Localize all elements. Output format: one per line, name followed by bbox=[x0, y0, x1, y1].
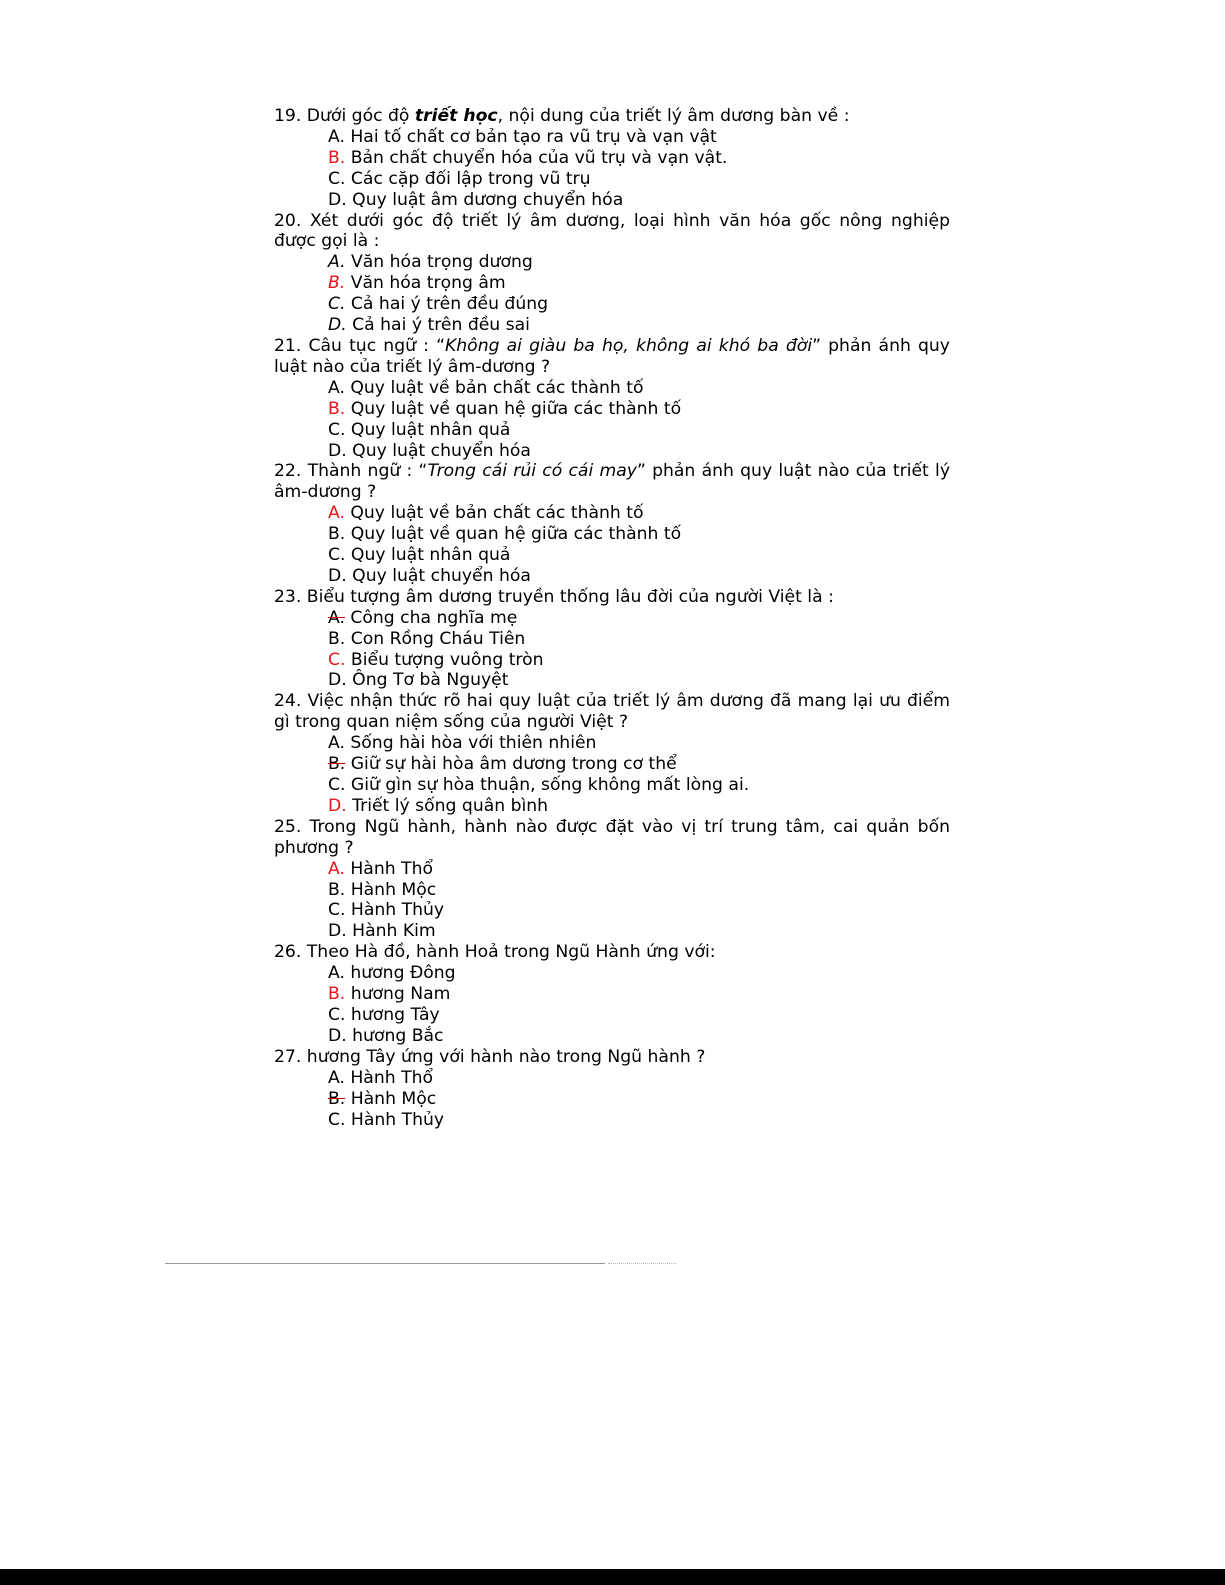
option-letter: A. bbox=[328, 963, 345, 984]
question-stem bbox=[274, 336, 950, 378]
option-a bbox=[274, 503, 950, 524]
option-text: Hành Mộc bbox=[345, 879, 437, 900]
option-c bbox=[274, 900, 950, 921]
stem-text-tail: ” phản ánh quy luật nào của triết lý âm-dương ? bbox=[274, 335, 950, 377]
option-c bbox=[274, 650, 950, 671]
option-text: Ông Tơ bà Nguyệt bbox=[346, 670, 509, 691]
page-bottom-edge bbox=[0, 1569, 1225, 1585]
option-text: hương Tây bbox=[345, 1004, 440, 1025]
option-text: hương Đông bbox=[344, 963, 456, 984]
option-c bbox=[274, 545, 950, 566]
option-a bbox=[274, 963, 950, 984]
question-23 bbox=[274, 587, 950, 692]
option-letter-answer: A. bbox=[328, 858, 345, 879]
option-text: Triết lý sống quân bình bbox=[346, 795, 549, 816]
option-text: Các cặp đối lập trong vũ trụ bbox=[345, 168, 591, 189]
option-text: Hành Thổ bbox=[344, 858, 433, 879]
question-24 bbox=[274, 691, 950, 816]
option-c bbox=[274, 1110, 950, 1131]
option-text: Quy luật nhân quả bbox=[345, 545, 511, 566]
option-text: Biểu tượng vuông tròn bbox=[345, 649, 544, 670]
option-d bbox=[274, 441, 950, 462]
option-letter: D. bbox=[328, 440, 347, 461]
option-d bbox=[274, 921, 950, 942]
question-19 bbox=[274, 106, 950, 211]
question-20 bbox=[274, 211, 950, 336]
option-c bbox=[274, 1005, 950, 1026]
stem-text: 19. Dưới góc độ bbox=[274, 106, 415, 126]
footnote-separator-tail bbox=[608, 1263, 676, 1264]
option-letter: C. bbox=[328, 1109, 346, 1130]
option-text: Quy luật về quan hệ giữa các thành tố bbox=[345, 398, 682, 419]
question-22 bbox=[274, 461, 950, 586]
option-a bbox=[274, 127, 950, 148]
option-letter: B. bbox=[328, 879, 346, 900]
question-stem bbox=[274, 587, 950, 608]
stem-text-tail: ” phản ánh quy luật nào của triết lý âm-dương ? bbox=[274, 461, 950, 503]
option-d bbox=[274, 190, 950, 211]
option-d bbox=[274, 796, 950, 817]
option-letter: A. bbox=[328, 733, 345, 754]
option-text: Giữ gìn sự hòa thuận, sống không mất lòng ai. bbox=[345, 775, 750, 795]
option-b bbox=[274, 880, 950, 901]
option-d bbox=[274, 670, 950, 691]
stem-text: 20. Xét dưới góc độ triết lý âm dương, loại hình văn hóa gốc nông nghiệp được gọi là : bbox=[274, 210, 950, 252]
option-text: Giữ sự hài hòa âm dương trong cơ thể bbox=[345, 754, 677, 775]
option-letter: C. bbox=[328, 419, 346, 440]
option-b bbox=[274, 148, 950, 169]
option-c bbox=[274, 420, 950, 441]
option-letter: D. bbox=[328, 189, 347, 210]
option-c bbox=[274, 775, 950, 796]
question-21 bbox=[274, 336, 950, 461]
option-a bbox=[274, 608, 950, 629]
option-a bbox=[274, 859, 950, 880]
question-27 bbox=[274, 1047, 950, 1131]
option-text: Cả hai ý trên đều sai bbox=[346, 315, 530, 336]
option-b bbox=[274, 273, 950, 294]
option-text: Hai tố chất cơ bản tạo ra vũ trụ và vạn vật bbox=[344, 126, 717, 147]
option-letter: C. bbox=[328, 168, 346, 189]
option-letter: D. bbox=[328, 565, 347, 586]
option-a bbox=[274, 1068, 950, 1089]
option-letter: A. bbox=[328, 377, 345, 398]
option-letter-struck: B. bbox=[328, 754, 346, 775]
question-stem bbox=[274, 106, 950, 127]
option-letter: B. bbox=[328, 628, 346, 649]
option-a bbox=[274, 378, 950, 399]
option-text: hương Nam bbox=[345, 984, 451, 1005]
option-letter-struck: B. bbox=[328, 1088, 346, 1109]
question-stem bbox=[274, 817, 950, 859]
question-stem bbox=[274, 691, 950, 733]
option-letter-struck: A. bbox=[328, 607, 345, 628]
option-text: Quy luật chuyển hóa bbox=[346, 440, 531, 461]
option-text: Văn hóa trọng dương bbox=[345, 252, 533, 273]
option-letter-answer: D. bbox=[328, 795, 347, 816]
option-b bbox=[274, 524, 950, 545]
option-text: Công cha nghĩa mẹ bbox=[344, 607, 518, 628]
option-c bbox=[274, 169, 950, 190]
option-text: Hành Mộc bbox=[345, 1088, 437, 1109]
option-letter: C. bbox=[328, 294, 346, 315]
option-letter: C. bbox=[328, 900, 346, 921]
option-letter-answer: B. bbox=[328, 147, 346, 168]
stem-text: 21. Câu tục ngữ : “ bbox=[274, 335, 446, 356]
option-a bbox=[274, 252, 950, 273]
question-25 bbox=[274, 817, 950, 942]
option-text: Quy luật về bản chất các thành tố bbox=[344, 377, 644, 398]
stem-proverb: Không ai giàu ba họ, không ai khó ba đời bbox=[445, 335, 813, 356]
question-stem bbox=[274, 1047, 950, 1068]
stem-text: 25. Trong Ngũ hành, hành nào được đặt vào vị trí trung tâm, cai quản bốn phương ? bbox=[274, 816, 950, 858]
option-letter-answer: B. bbox=[328, 273, 346, 294]
option-text: Hành Thổ bbox=[344, 1067, 433, 1088]
option-text: Bản chất chuyển hóa của vũ trụ và vạn vật. bbox=[345, 147, 728, 168]
stem-idiom: Trong cái rủi có cái may bbox=[427, 461, 637, 482]
option-b bbox=[274, 754, 950, 775]
option-letter-answer: C. bbox=[328, 649, 346, 670]
option-text: Hành Thủy bbox=[345, 900, 445, 921]
option-letter: D. bbox=[328, 315, 347, 336]
option-text: Cả hai ý trên đều đúng bbox=[345, 294, 549, 315]
option-letter-answer: A. bbox=[328, 503, 345, 524]
option-letter: D. bbox=[328, 921, 347, 942]
option-text: hương Bắc bbox=[346, 1025, 444, 1046]
option-letter: A. bbox=[328, 1067, 345, 1088]
option-text: Quy luật về quan hệ giữa các thành tố bbox=[345, 524, 682, 545]
option-d bbox=[274, 315, 950, 336]
option-c bbox=[274, 294, 950, 315]
option-text: Hành Kim bbox=[346, 921, 436, 942]
option-letter-answer: B. bbox=[328, 398, 346, 419]
option-text: Quy luật âm dương chuyển hóa bbox=[346, 189, 624, 210]
option-b bbox=[274, 984, 950, 1005]
document-body bbox=[274, 106, 950, 1130]
option-letter: D. bbox=[328, 670, 347, 691]
stem-text: 22. Thành ngữ : “ bbox=[274, 461, 428, 482]
option-letter: C. bbox=[328, 775, 346, 795]
option-letter: C. bbox=[328, 1004, 346, 1025]
footnote-separator bbox=[165, 1263, 605, 1264]
option-text: Quy luật về bản chất các thành tố bbox=[344, 503, 644, 524]
option-letter: A. bbox=[328, 252, 346, 273]
option-letter: D. bbox=[328, 1025, 347, 1046]
stem-text: 23. Biểu tượng âm dương truyền thống lâu đời của người Việt là : bbox=[274, 586, 834, 607]
option-text: Văn hóa trọng âm bbox=[345, 273, 506, 294]
option-d bbox=[274, 566, 950, 587]
option-d bbox=[274, 1026, 950, 1047]
option-text: Quy luật nhân quả bbox=[345, 419, 511, 440]
question-26 bbox=[274, 942, 950, 1047]
stem-emphasis: triết học bbox=[414, 106, 498, 126]
option-b bbox=[274, 399, 950, 420]
option-text: Quy luật chuyển hóa bbox=[346, 565, 531, 586]
question-stem bbox=[274, 942, 950, 963]
option-b bbox=[274, 1089, 950, 1110]
stem-text: 24. Việc nhận thức rõ hai quy luật của triết lý âm dương đã mang lại ưu điểm gì trong quan niệm sống của người Việt ? bbox=[274, 691, 950, 733]
stem-text: 26. Theo Hà đồ, hành Hoả trong Ngũ Hành ứng với: bbox=[274, 942, 716, 963]
option-letter: A. bbox=[328, 126, 345, 147]
option-b bbox=[274, 629, 950, 650]
stem-text: 27. hương Tây ứng với hành nào trong Ngũ hành ? bbox=[274, 1046, 706, 1067]
option-letter: C. bbox=[328, 545, 346, 566]
question-stem bbox=[274, 211, 950, 253]
option-letter-answer: B. bbox=[328, 984, 346, 1005]
option-a bbox=[274, 733, 950, 754]
option-letter: B. bbox=[328, 524, 346, 545]
option-text: Hành Thủy bbox=[345, 1109, 445, 1130]
stem-text-tail: , nội dung của triết lý âm dương bàn về : bbox=[497, 106, 850, 126]
option-text: Sống hài hòa với thiên nhiên bbox=[344, 733, 597, 754]
option-text: Con Rồng Cháu Tiên bbox=[345, 628, 526, 649]
question-stem bbox=[274, 461, 950, 503]
